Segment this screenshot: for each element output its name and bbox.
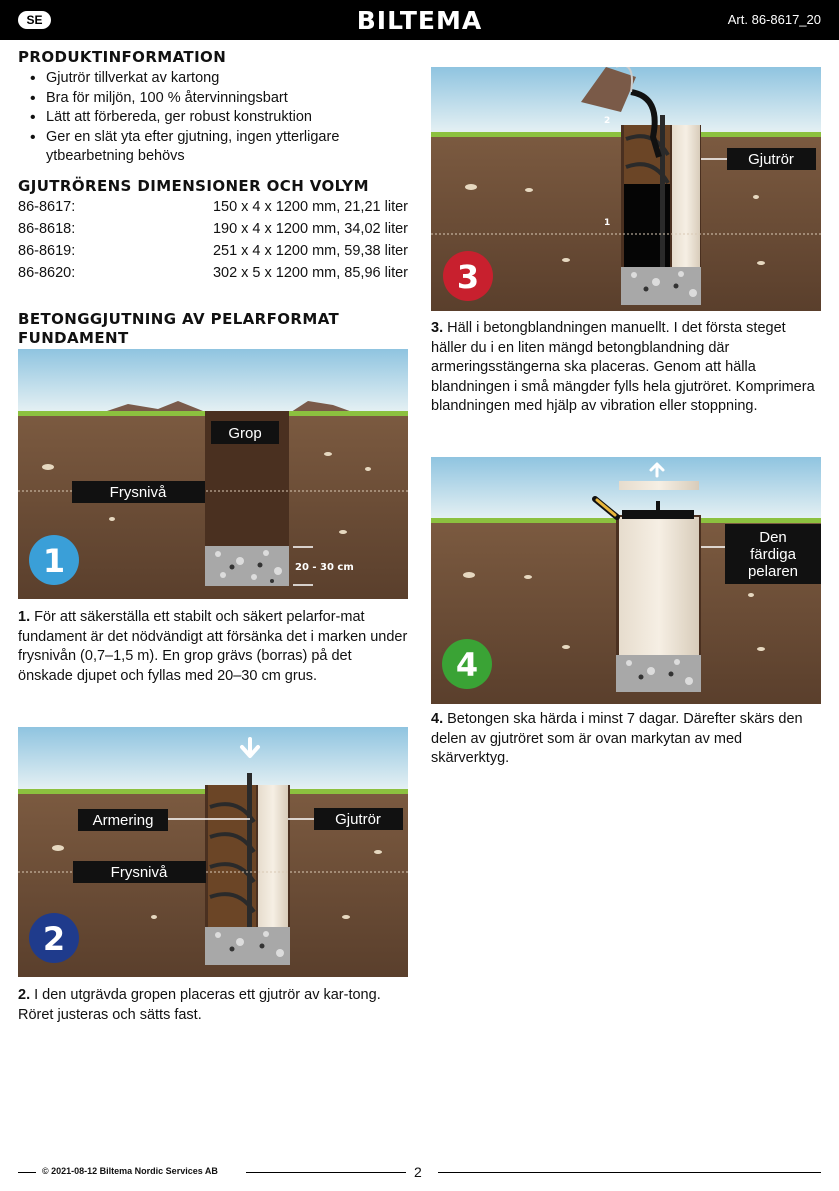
list-item: • Lätt att förbereda, ger robust konstruktion	[26, 108, 396, 128]
section-title-line2: FUNDAMENT	[18, 329, 129, 347]
footer	[18, 1161, 821, 1185]
step-4-number: 4	[455, 646, 479, 684]
article-number: Art. 86-8617_20	[727, 12, 821, 27]
frost-level-label: Frysnivå	[110, 864, 168, 881]
copyright: © 2021-08-12 Biltema Nordic Services AB	[42, 1166, 218, 1176]
dimensions-title: GJUTRÖRENS DIMENSIONER OCH VOLYM	[18, 177, 369, 195]
step-3-number: 3	[456, 258, 480, 296]
step-3-num: 3.	[431, 320, 444, 336]
list-item: • Gjutrör tillverkat av kartong	[26, 69, 396, 89]
step-4-text	[431, 710, 823, 769]
pit-label: Grop	[228, 425, 262, 442]
table-row	[18, 265, 408, 287]
step-4-desc: Betongen ska härda i minst 7 dagar. Därefter skärs den delen av gjutröret som är ovan markytan av med skärverktyg.	[431, 711, 803, 766]
step-2-illustration	[18, 727, 408, 977]
stage-1-marker: 1	[604, 218, 611, 228]
spec-cell: 190 x 4 x 1200 mm, 34,02 liter	[212, 221, 408, 237]
step-3-text	[431, 319, 823, 417]
page-number: 2	[414, 1164, 422, 1180]
step-2-text	[18, 986, 410, 1025]
step-1-illustration	[18, 349, 408, 599]
gravel-depth-label: 20 - 30 cm	[295, 562, 354, 573]
section-title-line1: BETONGGJUTNING AV PELARFORMAT	[18, 310, 340, 328]
pillar-label-line1: Den	[759, 529, 787, 546]
table-row	[18, 221, 408, 243]
article-cell: 86-8619:	[18, 243, 76, 259]
rebar-label: Armering	[92, 812, 154, 829]
language-badge: SE	[18, 11, 51, 29]
stage-2-marker: 2	[604, 116, 611, 126]
article-cell: 86-8618:	[18, 221, 76, 237]
step-2-desc: I den utgrävda gropen placeras ett gjutrör av kar-tong. Röret justeras och sätts fast.	[18, 987, 381, 1023]
step-1-number: 1	[42, 542, 66, 580]
step-3-desc: Häll i betongblandningen manuellt. I det första steget häller du i en liten mängd betongblandning där armeringsstängerna ska placeras. Genom att hälla blandningen i små mängder fylls hela gjutröret. Komprimera blandningen med hjälp av vibration eller stoppning.	[431, 320, 815, 414]
step-1-num: 1.	[18, 609, 31, 625]
spec-cell: 251 x 4 x 1200 mm, 59,38 liter	[212, 243, 408, 259]
footer-rule	[246, 1172, 406, 1173]
dimensions-table	[18, 199, 408, 287]
tube-label: Gjutrör	[335, 811, 381, 828]
header-bar	[0, 0, 839, 40]
step-1-desc: För att säkerställa ett stabilt och säkert pelarfor-mat fundament är det nödvändigt att försänka det i marken under frysnivån (0,7–1,5 m). En grop grävs (borras) på det önskade djupet och fyllas med 20–30 cm grus.	[18, 609, 408, 684]
step-1-text	[18, 608, 410, 686]
footer-rule	[438, 1172, 821, 1173]
article-cell: 86-8620:	[18, 265, 76, 281]
footer-rule	[18, 1172, 36, 1173]
pillar-label-line2: färdiga	[750, 546, 796, 563]
step-2-number: 2	[42, 920, 66, 958]
spec-cell: 150 x 4 x 1200 mm, 21,21 liter	[212, 199, 408, 215]
step-2-num: 2.	[18, 987, 31, 1003]
tube-label: Gjutrör	[748, 151, 794, 168]
spec-cell: 302 x 5 x 1200 mm, 85,96 liter	[212, 265, 408, 281]
table-row	[18, 243, 408, 265]
article-cell: 86-8617:	[18, 199, 76, 215]
list-item: • Ger en slät yta efter gjutning, ingen ytterligare ytbearbetning behövs	[26, 128, 396, 167]
product-info-title: PRODUKTINFORMATION	[18, 48, 227, 66]
pillar-label-line3: pelaren	[747, 563, 799, 580]
step-3-illustration	[431, 67, 821, 311]
list-item: • Bra för miljön, 100 % återvinningsbart	[26, 89, 396, 109]
step-4-num: 4.	[431, 711, 444, 727]
step-4-illustration	[431, 457, 821, 704]
table-row	[18, 199, 408, 221]
brand-logo: BILTEMA	[356, 6, 483, 35]
frost-level-label: Frysnivå	[109, 484, 167, 501]
product-info-list	[26, 69, 396, 167]
